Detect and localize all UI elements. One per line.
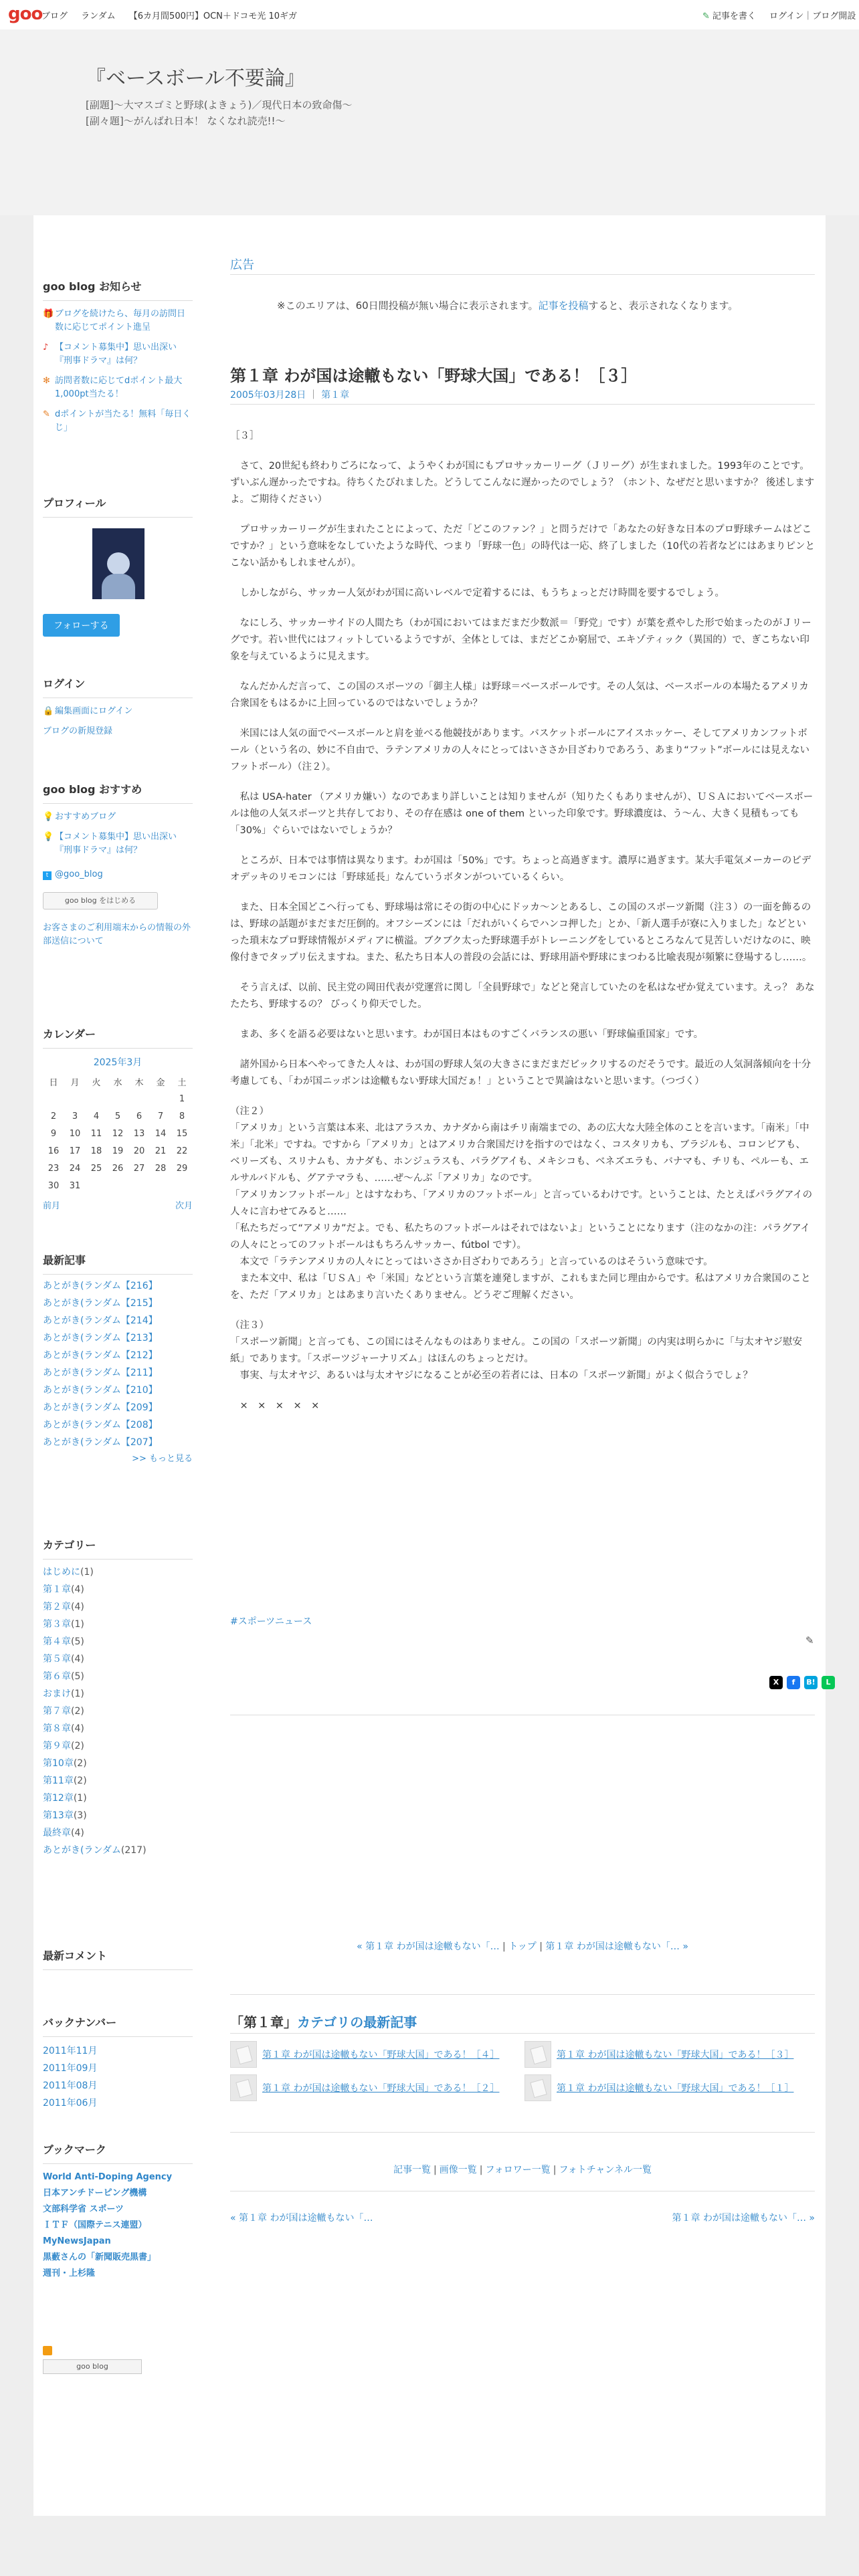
bookmark-link[interactable]: MyNewsJapan (43, 2236, 111, 2246)
category-name: 最終章 (43, 1828, 71, 1838)
category-name: 第２章 (43, 1602, 71, 1612)
category-count: (4) (71, 1584, 84, 1595)
register-label: ブログの新規登録 (43, 726, 113, 736)
category-count: (4) (71, 1602, 84, 1612)
article-category-link[interactable]: 第１章 (321, 390, 350, 401)
bookmark-heading: ブックマーク (43, 2141, 193, 2164)
backnumber-link[interactable]: 2011年06月 (43, 2098, 98, 2107)
bookmark-list (43, 2169, 193, 2282)
category-link[interactable] (43, 1598, 193, 1616)
pager-separator: | (539, 1941, 543, 1952)
calendar-day: 25 (90, 1163, 102, 1174)
rss-icon[interactable] (43, 2346, 52, 2355)
article-paragraph: プロサッカーリーグが生まれたことによって、ただ「どこのファン？」と問うだけで「あなたの好きな日本のプロ野球チームはどこですか？」という意味をなしていたような時代、つまり「野球一色」の時代は一応、終了しました（10代の若者などにはあまりピンとこない話かもしれませんが）。 (230, 524, 815, 568)
category-name: はじめに (43, 1567, 80, 1578)
category-latest-item[interactable] (524, 2041, 812, 2068)
calendar-next-month[interactable]: 次月 (175, 1201, 193, 1211)
calendar-day (107, 1177, 128, 1194)
calendar-day: 8 (179, 1111, 185, 1121)
article-paragraph: ところが、日本では事情は異なります。わが国は「50%」です。ちょっと高過ぎます。濃厚に過ぎます。某大手電気メーカーのビデオデッキのリモコンには「野球延長」なんていうボタンがついているくらい。 (230, 855, 812, 883)
image-list-link[interactable]: 画像一覧 (439, 2165, 477, 2175)
article-paragraph: × × × × × (230, 1400, 320, 1411)
category-latest-title: 第１章 わが国は途轍もない「野球大国」である！［４］ (262, 2050, 500, 2060)
more-link[interactable]: >> もっと見る (132, 1454, 193, 1464)
top-bar (0, 0, 859, 30)
recommend-item[interactable] (43, 831, 193, 857)
calendar-weekday: 水 (113, 1077, 122, 1088)
calendar-weekday: 木 (134, 1077, 144, 1088)
pager-top-link[interactable]: トップ (508, 1941, 537, 1952)
recent-heading: 最新記事 (43, 1252, 193, 1275)
backnumber-link[interactable]: 2011年11月 (43, 2046, 98, 2056)
calendar-day (171, 1177, 193, 1194)
twitter-link[interactable] (43, 868, 193, 881)
calendar-weekday: 月 (70, 1077, 80, 1088)
notice-text: ブログを続けたら、毎月の訪問日数に応じてポイント進呈 (55, 309, 186, 332)
category-link[interactable] (43, 1564, 193, 1581)
ad-heading: 広告 (230, 258, 254, 272)
category-count: (2) (71, 1706, 84, 1717)
ad-note-text: ※このエリアは、60日間投稿が無い場合に表示されます。 (277, 300, 539, 312)
category-link[interactable] (43, 1703, 193, 1720)
nav-random-link[interactable]: ランダム (81, 11, 116, 21)
sidebar-bookmarks (43, 2141, 193, 2282)
divider (230, 404, 815, 405)
sidebar-login (43, 675, 193, 738)
calendar-weekday: 土 (177, 1077, 187, 1088)
article-paragraph: ［３］ (230, 431, 260, 441)
category-name: 第８章 (43, 1723, 71, 1734)
recent-article-link[interactable]: あとがき(ランダム【211】 (43, 1368, 158, 1378)
recent-article-link[interactable]: あとがき(ランダム【209】 (43, 1402, 158, 1413)
category-link[interactable] (43, 1842, 193, 1859)
article-paragraph: 米国には人気の面でベースボールと肩を並べる他競技があります。バスケットボールにアイスホッケー、そしてアメリカンフットボール（という名の、妙に不自由で、ラテンアメリカの人々にとってはいささか目ざわりであろう、あまり“フット”ボールには見えないフットボール）（注２）。 (230, 728, 810, 772)
calendar-day: 9 (50, 1128, 57, 1139)
sidebar-comments (43, 1947, 193, 1970)
category-link[interactable] (43, 1616, 193, 1633)
calendar-day: 6 (136, 1111, 142, 1121)
category-link[interactable] (43, 1790, 193, 1807)
calendar-day: 14 (155, 1128, 167, 1139)
external-send-label: お客さまのご利用端末からの情報の外部送信について (43, 923, 191, 946)
sidebar-footer (43, 2346, 193, 2374)
category-link[interactable] (43, 1650, 193, 1668)
post-article-link[interactable]: 記事を投稿 (538, 300, 589, 312)
category-name: 第11章 (43, 1776, 74, 1786)
meta-separator: ｜ (308, 390, 318, 401)
category-latest-item[interactable] (230, 2041, 518, 2068)
notice-text: 訪問者数に応じてdポイント最大1,000pt当たる！ (55, 376, 183, 399)
login-signup-link[interactable]: ログイン｜ブログ開設 (769, 11, 856, 21)
category-count: (1) (71, 1619, 84, 1630)
article-paragraph: しかしながら、サッカー人気がわが国に高いレベルで定着するには、もうちょっとだけ時間を要するでしょう。 (230, 588, 725, 599)
login-heading: ログイン (43, 675, 193, 698)
category-name: 第６章 (43, 1671, 71, 1682)
calendar-day: 30 (47, 1180, 60, 1191)
category-link[interactable] (43, 1772, 193, 1790)
thumbnail-icon (230, 2041, 257, 2068)
goo-blog-badge[interactable]: goo blog (43, 2359, 142, 2374)
calendar-weekday: 金 (156, 1077, 165, 1088)
bookmark-link[interactable]: 文部科学省 スポーツ (43, 2204, 124, 2214)
calendar-day: 13 (133, 1128, 145, 1139)
category-name: 第13章 (43, 1810, 74, 1821)
category-link[interactable] (43, 1668, 193, 1685)
category-name: 第３章 (43, 1619, 71, 1630)
sidebar-recent (43, 1252, 193, 1464)
category-heading: カテゴリー (43, 1537, 193, 1560)
content-area (33, 215, 831, 2516)
category-name: 第５章 (43, 1654, 71, 1665)
recent-article-link[interactable]: あとがき(ランダム【210】 (43, 1385, 158, 1396)
calendar-day: 12 (112, 1128, 124, 1139)
article-paragraph: なんだかんだ言って、この国のスポーツの「御主人様」は野球＝ベースボールです。その人気は、ベースボールの本場たるアメリカ合衆国をもはるかに上回っているのではないでしょうか？ (230, 681, 809, 709)
divider (230, 274, 815, 275)
calendar-heading: カレンダー (43, 1026, 193, 1049)
category-count: (1) (73, 1793, 87, 1804)
sidebar-categories (43, 1537, 193, 1859)
notice-heading: goo blog お知らせ (43, 278, 193, 301)
notice-item[interactable] (43, 308, 193, 334)
recommend-text: おすすめブログ (55, 812, 116, 822)
ad-note-text: すると、表示されなくなります。 (588, 300, 739, 312)
recent-article-link[interactable]: あとがき(ランダム【214】 (43, 1315, 158, 1326)
music-note-icon: ♪ (43, 342, 49, 352)
notice-item[interactable] (43, 374, 193, 401)
sidebar-notices (43, 278, 193, 435)
recommend-heading: goo blog おすすめ (43, 781, 193, 804)
article-paragraph: （注３） 「スポーツ新聞」と言っても、この国にはそんなものはありません。この国の「スポーツ新聞」の内実は明らかに「与太オヤジ慰安紙」であります。「スポーツジャーナリズム」はほんのちょっとだけ。 事実、与太オヤジ、あるいは与太オヤジになることが必至の若者には、日本の「スポーツ新聞」がよく似合うでしょ？ (230, 1320, 803, 1381)
comments-heading: 最新コメント (43, 1947, 193, 1970)
article-paragraph: 私は USA-hater （アメリカ嫌い）なのであまり詳しいことは知りませんが（知りたくもありませんが）、ＵＳＡにおいてベースボールは他の人気スポーツと共存しており、その存在感は one of them といった印象です。野球濃度は、う～ん、大きく見積もっても「30%」ぐらいではないでしょうか？ (230, 792, 814, 836)
bottom-prev-link[interactable]: « 第１章 わが国は途轍もない「… (230, 2213, 373, 2224)
calendar-day: 3 (72, 1111, 78, 1121)
links-separator: | (479, 2165, 483, 2175)
calendar-day (86, 1090, 107, 1107)
calendar-day: 31 (69, 1180, 81, 1191)
lock-icon: 🔒 (43, 706, 54, 716)
line-share-icon[interactable]: L (822, 1676, 835, 1689)
calendar-day: 11 (90, 1128, 102, 1139)
category-latest-suffix[interactable]: カテゴリの最新記事 (297, 2014, 417, 2030)
category-count: (5) (71, 1671, 84, 1682)
recent-article-link[interactable]: あとがき(ランダム【213】 (43, 1333, 158, 1344)
notice-item[interactable] (43, 408, 193, 435)
article-title[interactable]: 第１章 わが国は途轍もない「野球大国」である！［３］ (230, 366, 638, 385)
article-paragraph: まあ、多くを語る必要はないと思います。わが国日本はものすごくバランスの悪い「野球偏重国家」です。 (230, 1029, 704, 1040)
category-link[interactable] (43, 1824, 193, 1842)
category-link[interactable] (43, 1720, 193, 1737)
calendar-day: 22 (176, 1146, 188, 1156)
profile-heading: プロフィール (43, 495, 193, 518)
sidebar-profile (43, 495, 193, 637)
follow-button[interactable]: フォローする (43, 614, 120, 637)
notice-text: 【コメント募集中】思い出深い『刑事ドラマ』は何？ (55, 342, 177, 366)
pencil-icon: ✎ (43, 409, 50, 419)
list-links (230, 2163, 815, 2176)
calendar-day (150, 1090, 171, 1107)
profile-avatar[interactable] (92, 528, 145, 599)
calendar-day: 15 (176, 1128, 188, 1139)
pencil-icon: ✎ (702, 11, 710, 21)
calendar-day: 19 (112, 1146, 124, 1156)
category-name: 第12章 (43, 1793, 74, 1804)
article-paragraph: 諸外国から日本へやってきた人々は、わが国の野球人気の大きさにまだまだビックリするのだそうです。最近の人気洞落傾向を十分考慮しても、「わが国ニッポンは途轍もない野球大国だぁ！」ということで異論はないと思います。（つづく） (230, 1059, 812, 1087)
hatena-share-icon[interactable]: B! (804, 1676, 818, 1689)
category-latest-heading (230, 2012, 417, 2031)
category-link[interactable] (43, 1581, 193, 1598)
calendar-day (107, 1090, 128, 1107)
calendar-day (128, 1177, 150, 1194)
article-body (230, 428, 815, 1428)
links-separator: | (553, 2165, 557, 2175)
bookmark-link[interactable]: 日本アンチドーピング機構 (43, 2188, 147, 2198)
backnumber-heading: バックナンバー (43, 2014, 193, 2037)
calendar-day (150, 1177, 171, 1194)
login-edit-label: 編集画面にログイン (55, 706, 133, 716)
calendar-day: 26 (112, 1163, 124, 1174)
article-pager (230, 1939, 815, 1953)
category-count: (2) (71, 1741, 84, 1751)
notice-item[interactable] (43, 341, 193, 368)
category-count: (4) (71, 1828, 84, 1838)
calendar-prev-month[interactable]: 前月 (43, 1201, 61, 1211)
calendar-weekday: 火 (92, 1077, 101, 1088)
recent-list (43, 1277, 193, 1451)
pager-prev-link[interactable]: « 第１章 わが国は途轍もない「… (357, 1941, 500, 1952)
backnumber-link[interactable]: 2011年08月 (43, 2080, 98, 2091)
thumbnail-icon (524, 2074, 551, 2101)
recommend-text: 【コメント募集中】思い出深い『刑事ドラマ』は何？ (55, 832, 177, 855)
twitter-icon: t (43, 868, 55, 881)
category-name: 第１章 (43, 1584, 71, 1595)
category-count: (3) (73, 1810, 87, 1821)
follower-list-link[interactable]: フォロワー一覧 (485, 2165, 551, 2175)
category-name: おまけ (43, 1689, 71, 1699)
write-article-label: 記事を書く (712, 11, 756, 21)
calendar-table (43, 1073, 193, 1194)
edit-pencil-icon[interactable]: ✎ (805, 1634, 814, 1646)
calendar-day: 23 (47, 1163, 60, 1174)
twitter-handle: @goo_blog (55, 869, 103, 879)
blog-subsubtitle: [副々題]〜がんばれ日本！ なくなれ読売!!〜 (86, 115, 286, 127)
calendar-day: 16 (47, 1146, 60, 1156)
calendar-day (64, 1090, 86, 1107)
calendar-day: 5 (114, 1111, 121, 1121)
ad-note (277, 298, 738, 312)
category-latest-title: 第１章 わが国は途轍もない「野球大国」である！［３］ (557, 2050, 794, 2060)
category-count: (217) (120, 1845, 147, 1856)
category-link[interactable] (43, 1755, 193, 1772)
blog-subtitle: [副題]〜大マスゴミと野球(よきょう)／現代日本の致命傷〜 (86, 99, 353, 111)
x-share-icon[interactable]: X (769, 1676, 783, 1689)
calendar-day: 21 (155, 1146, 167, 1156)
category-name: 第７章 (43, 1706, 71, 1717)
category-count: (4) (71, 1723, 84, 1734)
blog-title[interactable]: 『ベースボール不要論』 (86, 67, 305, 90)
category-count: (4) (71, 1654, 84, 1665)
thumbnail-icon (230, 2074, 257, 2101)
recent-article-link[interactable]: あとがき(ランダム【216】 (43, 1281, 158, 1291)
recent-article-link[interactable]: あとがき(ランダム【207】 (43, 1437, 158, 1448)
calendar-day (128, 1090, 150, 1107)
bulb-icon: 💡 (43, 812, 54, 822)
backnumber-list[interactable] (43, 2042, 193, 2107)
recent-article-link[interactable]: あとがき(ランダム【208】 (43, 1420, 158, 1430)
article-paragraph: さて、20世紀も終わりごろになって、ようやくわが国にもプロサッカーリーグ（Ｊリーグ）が生まれました。1993年のことです。ずいぶん遅かったですね。待ちくたびれました。どうしてこんなに遅かったのでしょう？（ホント、なぜだと思いますか？ 後述しますよ。ご期待ください） (230, 461, 815, 505)
calendar-day (43, 1090, 64, 1107)
bookmark-link[interactable]: World Anti-Doping Agency (43, 2172, 173, 2182)
calendar-day: 10 (69, 1128, 81, 1139)
calendar-day: 27 (133, 1163, 145, 1174)
calendar-day: 4 (93, 1111, 100, 1121)
thumbnail-icon (524, 2041, 551, 2068)
pager-separator: | (502, 1941, 506, 1952)
category-count: (2) (73, 1758, 87, 1769)
article-paragraph: （注２） 「アメリカ」という言葉は本来、北はアラスカ、カナダから南はチリ南端までの、あの広大な大陸全体のことを言います。「南米」「中米」「北米」ですね。ですから「アメリカ」とはアメリカ合衆国だけを指すのではなく、コスタリカも、ブラジルも、コロンビアも、ベリーズも、スリナムも、カナダも、ホンジュラスも、パラグアイも、メキシコも、ベネズエラも、バナマも、チリも、ペルーも、エルサルバドルも、グアテマラも、……ぜ～んぶ「アメリカ」なのです。 「アメリカンフットボール」とはすなわち、「アメリカのフットボール」と言っているわけです。ということは、たとえばパラグアイの人々に言わせてみると…… 「私たちだって“アメリカ”だよ。でも、私たちのフットボールはそれではないよ」ということになります（注のなかの注：パラグアイの人々にとってのフットボールはもちろんサッカー、fútbol です）。 本文で「ラテンアメリカの人々にとってはいささか目ざわりであろう」と言っているのはそういう意味です。 また本文中、私は「ＵＳＡ」や「米国」などという言葉を連発しますが、これもまた同じ理由からです。私はアメリカ合衆国のことを、ただ「アメリカ」とはあまり言いたくありません。どうぞご理解ください。 (230, 1106, 813, 1301)
share-buttons (769, 1676, 835, 1689)
calendar-day (86, 1177, 107, 1194)
recommend-item[interactable] (43, 811, 193, 824)
goo-logo[interactable]: goo (8, 4, 43, 24)
recent-article-link[interactable]: あとがき(ランダム【215】 (43, 1298, 158, 1309)
category-count: (1) (71, 1689, 84, 1699)
category-latest-title: 第１章 わが国は途轍もない「野球大国」である！［２］ (262, 2083, 500, 2094)
category-name: 第９章 (43, 1741, 71, 1751)
category-name: 第10章 (43, 1758, 74, 1769)
calendar-day: 1 (179, 1093, 185, 1104)
calendar-day: 20 (133, 1146, 145, 1156)
calendar-day: 28 (155, 1163, 167, 1174)
recent-article-link[interactable]: あとがき(ランダム【212】 (43, 1350, 158, 1361)
external-send-link[interactable] (43, 922, 193, 948)
bookmark-link[interactable]: 週刊・上杉隆 (43, 2268, 96, 2278)
login-edit-link[interactable] (43, 705, 193, 718)
category-count: (2) (73, 1776, 87, 1786)
divider (230, 2132, 815, 2133)
top-nav (41, 9, 308, 21)
bulb-icon: 💡 (43, 832, 54, 842)
sidebar-backnumber (43, 2014, 193, 2107)
category-latest-item[interactable] (524, 2074, 812, 2101)
sidebar-recommend (43, 781, 193, 948)
category-name: 第４章 (43, 1636, 71, 1647)
write-article-link[interactable] (702, 9, 756, 21)
facebook-share-icon[interactable]: f (787, 1676, 800, 1689)
category-link[interactable] (43, 1633, 193, 1650)
pager-next-link[interactable]: 第１章 わが国は途轍もない「… » (545, 1941, 688, 1952)
article-list-link[interactable]: 記事一覧 (393, 2165, 432, 2175)
divider (230, 1994, 815, 1995)
photo-channel-link[interactable]: フォトチャンネル一覧 (559, 2165, 652, 2175)
category-count: (1) (80, 1567, 94, 1578)
nav-blog-link[interactable]: ブログ (41, 11, 68, 21)
article-meta (230, 388, 349, 401)
calendar-day: 17 (69, 1146, 81, 1156)
nav-ocn-ad-link[interactable]: 【6カ月間500円】OCN＋ドコモ光 10ギガ (128, 11, 298, 21)
calendar-day: 2 (50, 1111, 57, 1121)
bookmark-link[interactable]: ＩＴＦ（国際テニス連盟） (43, 2220, 147, 2230)
article-date[interactable]: 2005年03月28日 (230, 390, 306, 401)
category-latest-prefix: 「第１章」 (230, 2014, 297, 2030)
category-latest-item[interactable] (230, 2074, 518, 2101)
category-list (43, 1564, 193, 1859)
article-paragraph: そう言えば、以前、民主党の岡田代表が党運営に関し「全員野球で」などと発言していたのを私はなぜか覚えています。えっ？ あなたたち、野球するの？ びっくり仰天でした。 (230, 982, 815, 1010)
category-name: あとがき(ランダム (43, 1845, 121, 1856)
blog-header (0, 29, 859, 215)
bookmark-link[interactable]: 黒藪さんの「新聞販売黒書」 (43, 2252, 157, 2262)
notice-text: dポイントが当たる！無料「毎日くじ」 (55, 409, 191, 433)
category-link[interactable] (43, 1807, 193, 1824)
bottom-next-link[interactable]: 第１章 わが国は途轍もない「… » (672, 2213, 815, 2224)
article-paragraph: また、日本全国どこへ行っても、野球場は常にその街の中心にドッカ～ンとあるし、この国のスポーツ新聞（注３）の一面を飾るのは、野球の話題がまだまだ圧倒的。オフシーズンには「だれがいくらでハンコ押した」とか、「新人選手が寮に入りました」などといった瑣末なプロ野球情報がメディアに横溢。ブクブク太った野球選手がトレーニングをしているところなんて見苦しいだけなのに、映像付きでタップリ伝えますね。また、私たち日本人の普段の会話には、野球用語や野球にまつわる比喩表現が頻繁に登場するし……。 (230, 902, 812, 963)
calendar-day: 24 (69, 1163, 81, 1174)
calendar-weekday: 日 (49, 1077, 58, 1088)
divider (230, 2033, 815, 2034)
tag-link[interactable]: #スポーツニュース (230, 1616, 312, 1627)
calendar-month: 2025年3月 (93, 1057, 142, 1068)
start-blog-banner[interactable]: goo blog をはじめる (43, 892, 158, 909)
backnumber-link[interactable]: 2011年09月 (43, 2063, 98, 2074)
gift-icon: 🎁 (43, 309, 54, 319)
category-latest-title: 第１章 わが国は途轍もない「野球大国」である！［１］ (557, 2083, 794, 2094)
category-count: (5) (71, 1636, 84, 1647)
calendar-day: 29 (176, 1163, 188, 1174)
category-link[interactable] (43, 1685, 193, 1703)
sparkle-icon: ✻ (43, 376, 50, 386)
links-separator: | (434, 2165, 437, 2175)
category-link[interactable] (43, 1737, 193, 1755)
calendar-day: 7 (157, 1111, 164, 1121)
article-paragraph: なにしろ、サッカーサイドの人間たち（わが国においてはまだまだ少数派＝「野党」です）が葉を煮やした形で始まったのがＪリーグです。若い世代にはフィットしているようですが、全体としては、まだどこか窮屈で、エキゾティック（異国的）で、ぎこちない印象を与えているように見えます。 (230, 618, 812, 662)
register-link[interactable] (43, 725, 193, 738)
calendar-day: 18 (90, 1146, 102, 1156)
sidebar-calendar (43, 1026, 193, 1211)
